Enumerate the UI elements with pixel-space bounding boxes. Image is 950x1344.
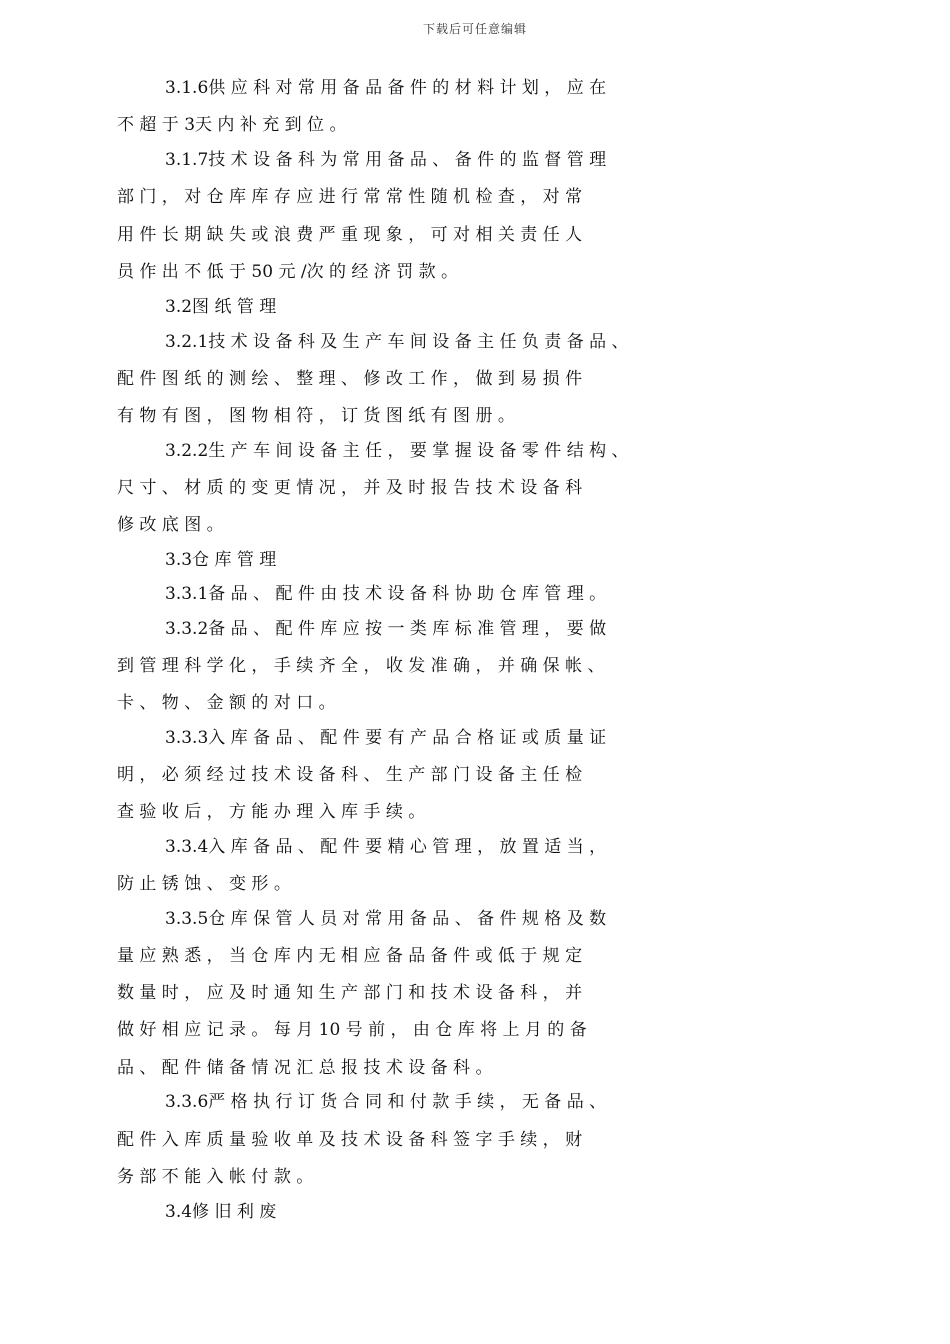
text-line: 员 作 出 不 低 于 50 元 /次 的 经 济 罚 款 。: [117, 262, 459, 282]
text-line: 不 超 于 3天 内 补 充 到 位 。: [117, 115, 347, 135]
text-line: 尺 寸 、 材 质 的 变 更 情 况 ， 并 及 时 报 告 技 术 设 备 科: [117, 478, 583, 498]
text-line: 配 件 图 纸 的 测 绘 、 整 理 、 修 改 工 作 ， 做 到 易 损 件: [117, 369, 583, 389]
text-line: 修 改 底 图 。: [117, 515, 224, 535]
text-line: 做 好 相 应 记 录 。 每 月 10 号 前 ， 由 仓 库 将 上 月 的 备: [117, 1020, 587, 1040]
text-line: 务 部 不 能 入 帐 付 款 。: [117, 1167, 314, 1187]
text-line: 3.3.2备 品 、 配 件 库 应 按 一 类 库 标 准 管 理 ， 要 做: [165, 619, 607, 639]
text-line: 卡 、 物 、 金 额 的 对 口 。: [117, 693, 336, 713]
text-line: 量 应 熟 悉 ， 当 仓 库 内 无 相 应 备 品 备 件 或 低 于 规 定: [117, 946, 583, 966]
section-heading: 3.2图 纸 管 理: [165, 297, 277, 317]
text-line: 用 件 长 期 缺 失 或 浪 费 严 重 现 象 ， 可 对 相 关 责 任 人: [117, 225, 583, 245]
text-line: 部 门 ， 对 仓 库 库 存 应 进 行 常 常 性 随 机 检 查 ， 对 常: [117, 187, 583, 207]
page-header: 下载后可任意编辑: [422, 22, 527, 36]
text-line: 3.1.7技 术 设 备 科 为 常 用 备 品 、 备 件 的 监 督 管 理: [165, 150, 607, 170]
text-line: 防 止 锈 蚀 、 变 形 。: [117, 874, 291, 894]
text-line: 3.2.1技 术 设 备 科 及 生 产 车 间 设 备 主 任 负 责 备 品 、: [165, 332, 629, 352]
text-line: 3.1.6供 应 科 对 常 用 备 品 备 件 的 材 料 计 划 ， 应 在: [165, 78, 607, 98]
section-heading: 3.4修 旧 利 废: [165, 1202, 277, 1222]
text-line: 3.3.6严 格 执 行 订 货 合 同 和 付 款 手 续 ， 无 备 品 、: [165, 1092, 607, 1112]
text-line: 3.3.1备 品 、 配 件 由 技 术 设 备 科 协 助 仓 库 管 理 。: [165, 584, 607, 604]
text-line: 明 ， 必 须 经 过 技 术 设 备 科 、 生 产 部 门 设 备 主 任 检: [117, 765, 583, 785]
section-heading: 3.3仓 库 管 理: [165, 550, 277, 570]
text-line: 品 、 配 件 储 备 情 况 汇 总 报 技 术 设 备 科 。: [117, 1058, 493, 1078]
text-line: 3.2.2生 产 车 间 设 备 主 任 ， 要 掌 握 设 备 零 件 结 构 、: [165, 441, 629, 461]
text-line: 3.3.4入 库 备 品 、 配 件 要 精 心 管 理 ， 放 置 适 当 ，: [165, 837, 607, 857]
text-line: 3.3.3入 库 备 品 、 配 件 要 有 产 品 合 格 证 或 质 量 证: [165, 728, 607, 748]
text-line: 3.3.5仓 库 保 管 人 员 对 常 用 备 品 、 备 件 规 格 及 数: [165, 909, 607, 929]
text-line: 数 量 时 ， 应 及 时 通 知 生 产 部 门 和 技 术 设 备 科 ， 并: [117, 983, 583, 1003]
text-line: 到 管 理 科 学 化 ， 手 续 齐 全 ， 收 发 准 确 ， 并 确 保 帐 、: [117, 656, 605, 676]
text-line: 配 件 入 库 质 量 验 收 单 及 技 术 设 备 科 签 字 手 续 ， 财: [117, 1130, 583, 1150]
text-line: 有 物 有 图 ， 图 物 相 符 ， 订 货 图 纸 有 图 册 。: [117, 406, 515, 426]
text-line: 查 验 收 后 ， 方 能 办 理 入 库 手 续 。: [117, 802, 426, 822]
